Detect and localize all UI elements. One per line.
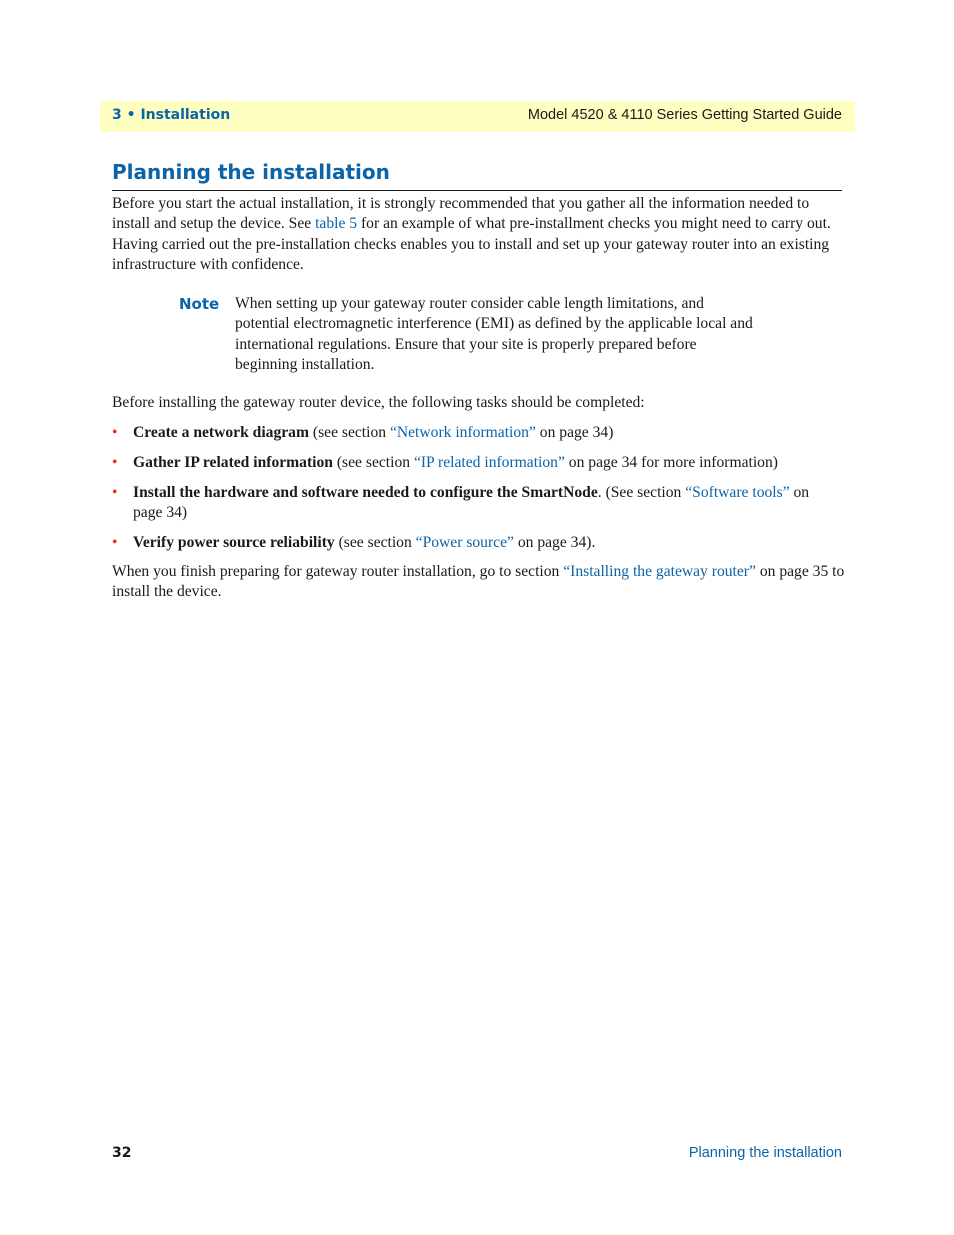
- task-bold: Gather IP related information: [133, 453, 333, 471]
- task-text: (see section: [332, 453, 414, 471]
- title-rule: [112, 190, 842, 191]
- closing-text-after: on page 35 to install the device.: [112, 563, 845, 601]
- closing-paragraph: [112, 562, 847, 603]
- list-item: [112, 453, 842, 473]
- network-information-link[interactable]: “Network information”: [389, 424, 536, 441]
- ip-related-information-link[interactable]: “IP related information”: [413, 453, 565, 471]
- note-label: Note: [179, 295, 220, 313]
- task-bold: Install the hardware and software needed to configure the SmartNode: [133, 483, 598, 501]
- page-number: 32: [112, 1145, 132, 1161]
- footer-section-title: Planning the installation: [688, 1145, 842, 1161]
- list-item: [112, 483, 842, 524]
- task-bold: Create a network diagram: [133, 424, 309, 441]
- software-tools-link[interactable]: “Software tools”: [685, 483, 790, 501]
- tasks-intro: Before installing the gateway router device, the following tasks should be completed:: [112, 394, 645, 411]
- task-text: (see section: [308, 424, 390, 441]
- closing-text-before: When you finish preparing for gateway router installation, go to section: [112, 563, 564, 580]
- task-list: [112, 423, 842, 562]
- running-header: [100, 101, 855, 132]
- task-text: on page 34): [535, 424, 614, 441]
- bullet-icon: •: [112, 453, 118, 471]
- list-item: [112, 423, 842, 443]
- section-title: Planning the installation: [112, 160, 390, 184]
- task-text: on page 34): [133, 483, 810, 521]
- bullet-icon: •: [112, 483, 118, 501]
- intro-text-after: for an example of what pre-installment checks you might need to carry out. Having carried out the pre-installation checks enables you to install and set up your gateway router into an existing infrastructure with confidence.: [112, 215, 831, 273]
- task-text: on page 34 for more information): [564, 453, 778, 471]
- table-5-link[interactable]: table 5: [315, 215, 358, 233]
- chapter-label: 3 • Installation: [112, 107, 231, 123]
- note-text: When setting up your gateway router consider cable length limitations, and potential electromagnetic interference (EMI) as defined by the applicable local and international regulations. Ensure that your site is properly prepared before beginning installation.: [235, 295, 753, 373]
- intro-paragraph: [112, 194, 847, 275]
- bullet-icon: •: [112, 424, 118, 441]
- intro-text-before: Before you start the actual installation, it is strongly recommended that you gather all the information needed to install and setup the device. See: [112, 195, 810, 233]
- task-text: . (See section: [597, 483, 686, 501]
- task-text: (see section: [334, 533, 416, 551]
- task-bold: Verify power source reliability: [133, 533, 335, 551]
- guide-title: Model 4520 & 4110 Series Getting Started Guide: [527, 107, 842, 123]
- installing-gateway-router-link[interactable]: “Installing the gateway router”: [563, 563, 756, 580]
- bullet-icon: •: [112, 533, 118, 551]
- task-text: on page 34).: [513, 533, 596, 551]
- power-source-link[interactable]: “Power source”: [415, 533, 514, 551]
- list-item: [112, 533, 842, 553]
